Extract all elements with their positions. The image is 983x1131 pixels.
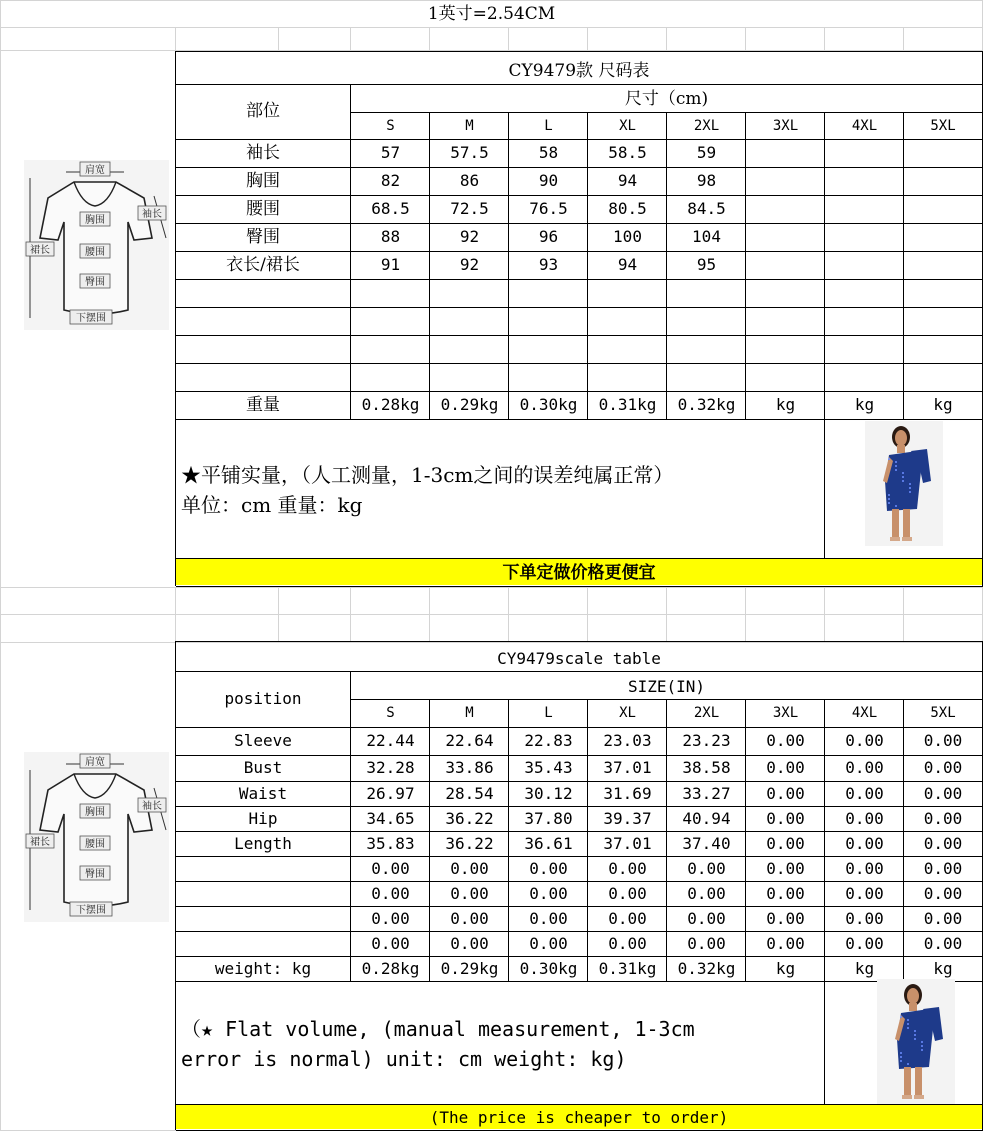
en-size-4xl: 4XL: [851, 705, 878, 721]
cn-table-cell: [746, 167, 825, 195]
cn-table-cell: [825, 223, 904, 251]
en-size-3xl: 3XL: [772, 705, 799, 721]
en-table-cell: 0.00: [529, 883, 568, 903]
en-table-cell: 22.64: [445, 731, 494, 750]
cn-table-cell: [509, 363, 588, 391]
en-table-cell: 0.00: [608, 883, 647, 903]
en-table-cell: 26.97: [366, 783, 415, 803]
en-table-cell: 0.00: [923, 731, 963, 750]
cn-note-line1: ★平铺实量，（人工测量，1-3cm之间的误差纯属正常）: [181, 463, 674, 487]
en-table-cell: 0.00: [766, 783, 805, 803]
cn-weight-cell: kg: [933, 395, 953, 414]
en-table-cell: 37.80: [524, 808, 573, 828]
en-table-cell: 30.12: [524, 783, 573, 803]
en-part-header: position: [224, 689, 302, 708]
en-table-cell: 38.58: [682, 758, 731, 777]
svg-text:下摆围: 下摆围: [76, 905, 106, 916]
cn-row-label: 臀围: [246, 226, 280, 247]
en-table-cell: 31.69: [603, 783, 652, 803]
cn-table-cell: 95: [696, 255, 717, 274]
en-table-cell: 35.43: [524, 758, 573, 777]
cn-table-cell: [746, 139, 825, 167]
cn-size-header: 尺寸（cm): [624, 88, 709, 109]
cn-table-cell: 96: [538, 227, 559, 246]
cn-row-label: [176, 279, 350, 307]
en-table-cell: 0.00: [766, 808, 805, 828]
hem-label: [70, 310, 112, 324]
cn-table-cell: [588, 335, 667, 363]
cn-size-2xl: 2XL: [693, 117, 720, 134]
en-table-cell: 0.00: [450, 908, 489, 928]
svg-text:腰围: 腰围: [85, 247, 105, 258]
cn-table-cell: [667, 363, 746, 391]
en-weight-cell: 0.28kg: [361, 958, 420, 978]
cn-weight-cell: 0.30kg: [519, 395, 578, 414]
en-row-label: Sleeve: [234, 731, 292, 750]
cn-table-cell: [588, 307, 667, 335]
cn-table-cell: 80.5: [608, 199, 647, 218]
en-table-cell: 23.23: [682, 731, 731, 750]
en-table-cell: 0.00: [529, 908, 568, 928]
en-table-cell: 0.00: [923, 808, 963, 828]
cn-size-l: L: [544, 117, 553, 134]
en-table-cell: 0.00: [845, 883, 884, 903]
en-table-cell: 32.28: [366, 758, 415, 777]
cn-table-cell: 82: [380, 171, 401, 190]
cn-weight-cell: 0.29kg: [440, 395, 499, 414]
cn-table-title: CY9479款 尺码表: [508, 60, 650, 81]
en-table-cell: 0.00: [450, 858, 489, 878]
cn-size-3xl: 3XL: [772, 117, 799, 134]
cn-table-cell: 104: [692, 227, 721, 246]
en-table-cell: 0.00: [687, 883, 726, 903]
cn-table-cell: 57.5: [450, 143, 489, 162]
en-table-cell: 0.00: [608, 933, 647, 953]
en-table-cell: 37.01: [603, 833, 652, 853]
svg-text:裙长: 裙长: [30, 245, 50, 256]
cn-table-cell: [509, 335, 588, 363]
en-table-cell: 0.00: [923, 833, 963, 853]
en-table-cell: 22.44: [366, 731, 415, 750]
cn-table-cell: [509, 279, 588, 307]
cn-table-cell: [825, 251, 904, 279]
en-table-cell: 37.01: [603, 758, 652, 777]
cn-weight-cell: 0.32kg: [677, 395, 736, 414]
en-table-cell: 0.00: [687, 908, 726, 928]
cn-table-cell: [667, 335, 746, 363]
svg-text:袖长: 袖长: [142, 801, 162, 812]
en-table-cell: 0.00: [687, 933, 726, 953]
en-table-cell: 28.54: [445, 783, 494, 803]
en-table-cell: 0.00: [766, 858, 805, 878]
sleeve-length-label: [138, 798, 166, 812]
dress-length-label: [26, 242, 54, 256]
en-table-cell: 33.86: [445, 758, 494, 777]
cn-table-cell: [746, 279, 825, 307]
inch-conversion-note: 1英寸=2.54CM: [427, 3, 556, 24]
en-table-cell: 0.00: [766, 908, 805, 928]
hem-label: [70, 902, 112, 916]
en-table-cell: 0.00: [845, 731, 884, 750]
cn-row-label: 腰围: [246, 198, 280, 219]
cn-row-label: 袖长: [246, 142, 280, 163]
cn-table-cell: [904, 167, 982, 195]
cn-table-cell: [430, 279, 509, 307]
en-weight-cell: kg: [775, 958, 796, 978]
svg-text:腰围: 腰围: [85, 839, 105, 850]
en-table-cell: 0.00: [608, 908, 647, 928]
en-size-2xl: 2XL: [693, 705, 720, 721]
en-table-cell: 0.00: [923, 858, 963, 878]
en-weight-cell: kg: [933, 958, 953, 978]
cn-table-cell: [746, 335, 825, 363]
en-size-header: SIZE(IN): [627, 677, 706, 696]
cn-size-5xl: 5XL: [930, 117, 956, 134]
svg-text:裙长: 裙长: [30, 837, 50, 848]
cn-table-cell: [904, 195, 982, 223]
en-row-label: [176, 881, 350, 906]
cn-table-cell: 91: [380, 255, 401, 274]
cn-table-cell: [351, 335, 430, 363]
en-weight-cell: 0.32kg: [677, 958, 736, 978]
cn-row-label: 胸围: [246, 170, 280, 191]
en-note-line1: （★ Flat volume, (manual measurement, 1-3cm: [181, 1017, 695, 1041]
waist-label: [80, 836, 110, 850]
en-row-label: Hip: [248, 808, 278, 828]
cn-size-xl: XL: [619, 117, 636, 134]
en-measurement-note: [181, 1014, 821, 1074]
dress-length-label: [26, 834, 54, 848]
en-table-cell: 0.00: [608, 858, 647, 878]
cn-table-cell: 84.5: [687, 199, 726, 218]
cn-row-label: [176, 363, 350, 391]
en-table-cell: 40.94: [682, 808, 731, 828]
en-table-cell: 0.00: [766, 833, 805, 853]
cn-table-cell: [509, 307, 588, 335]
cn-table-cell: [746, 195, 825, 223]
en-table-cell: 0.00: [923, 908, 963, 928]
cn-order-banner: 下单定做价格更便宜: [502, 562, 656, 583]
cn-table-cell: 58.5: [608, 143, 647, 162]
en-table-cell: 0.00: [687, 858, 726, 878]
svg-text:肩宽: 肩宽: [85, 165, 105, 176]
en-weight-cell: 0.30kg: [519, 958, 578, 978]
cn-table-cell: [825, 139, 904, 167]
en-table-cell: 0.00: [371, 933, 410, 953]
cn-table-cell: [904, 251, 982, 279]
cn-table-cell: [667, 307, 746, 335]
en-table-cell: 0.00: [450, 883, 489, 903]
en-table-cell: 23.03: [603, 731, 652, 750]
cn-table-cell: 100: [613, 227, 642, 246]
cn-table-cell: 94: [617, 171, 638, 190]
svg-text:肩宽: 肩宽: [85, 757, 105, 768]
en-table-cell: 0.00: [371, 858, 410, 878]
en-table-cell: 36.22: [445, 808, 494, 828]
svg-text:臀围: 臀围: [85, 869, 105, 880]
en-table-cell: 0.00: [923, 783, 963, 803]
cn-weight-cell: kg: [775, 395, 796, 414]
sleeve-length-label: [138, 206, 166, 220]
cn-measurement-note: [181, 460, 821, 520]
cn-table-cell: 88: [380, 227, 401, 246]
en-table-cell: 36.22: [445, 833, 494, 853]
en-row-label: [176, 931, 350, 956]
cn-table-cell: [746, 223, 825, 251]
en-table-cell: 0.00: [766, 731, 805, 750]
cn-table-cell: 59: [696, 143, 717, 162]
en-table-cell: 0.00: [923, 933, 963, 953]
en-weight-cell: 0.31kg: [598, 958, 657, 978]
en-table-cell: 36.61: [524, 833, 573, 853]
cn-table-cell: 94: [617, 255, 638, 274]
en-table-cell: 34.65: [366, 808, 415, 828]
cn-table-cell: 68.5: [371, 199, 410, 218]
cn-table-cell: [430, 307, 509, 335]
cn-table-cell: [746, 251, 825, 279]
svg-text:胸围: 胸围: [85, 807, 105, 818]
en-table-cell: 35.83: [366, 833, 415, 853]
cn-size-m: M: [465, 117, 474, 134]
en-weight-label: weight: kg: [214, 958, 312, 978]
hip-label: [80, 274, 110, 288]
cn-size-s: S: [386, 117, 395, 134]
en-table-cell: 0.00: [529, 933, 568, 953]
cn-table-cell: 90: [538, 171, 559, 190]
cn-table-cell: [588, 363, 667, 391]
en-table-cell: 39.37: [603, 808, 652, 828]
en-size-5xl: 5XL: [930, 705, 956, 721]
cn-table-cell: [825, 167, 904, 195]
en-table-cell: 0.00: [371, 908, 410, 928]
cn-table-cell: 92: [459, 227, 480, 246]
cn-model-photo: [865, 421, 943, 546]
en-table-cell: 0.00: [766, 883, 805, 903]
en-row-label: [176, 856, 350, 881]
en-table-cell: 37.40: [682, 833, 731, 853]
chest-label: [80, 804, 110, 818]
cn-table-cell: [746, 307, 825, 335]
cn-table-cell: [667, 279, 746, 307]
cn-weight-cell: 0.28kg: [361, 395, 420, 414]
cn-weight-cell: 0.31kg: [598, 395, 657, 414]
en-row-label: [176, 906, 350, 931]
en-row-label: Bust: [243, 758, 283, 777]
en-size-xl: XL: [619, 705, 636, 721]
cn-table-cell: 93: [538, 255, 559, 274]
cn-table-cell: [351, 363, 430, 391]
cn-part-header: 部位: [246, 100, 280, 121]
waist-label: [80, 244, 110, 258]
cn-table-cell: [351, 307, 430, 335]
cn-table-cell: [588, 279, 667, 307]
cn-table-cell: [825, 335, 904, 363]
cn-table-cell: 72.5: [450, 199, 489, 218]
cn-weight-label: 重量: [246, 394, 280, 415]
en-table-cell: 0.00: [845, 758, 884, 777]
en-note-line2: error is normal) unit: cm weight: kg): [181, 1047, 627, 1071]
en-table-cell: 0.00: [450, 933, 489, 953]
shoulder-width-label: [80, 754, 110, 768]
en-table-cell: 0.00: [845, 808, 884, 828]
cn-table-cell: [825, 195, 904, 223]
en-dress-measurement-diagram: [24, 752, 169, 922]
cn-row-label: [176, 335, 350, 363]
en-table-cell: 0.00: [766, 933, 805, 953]
en-table-cell: 0.00: [845, 908, 884, 928]
en-weight-cell: 0.29kg: [440, 958, 499, 978]
cn-weight-cell: kg: [854, 395, 875, 414]
svg-text:胸围: 胸围: [85, 215, 105, 226]
en-table-cell: 33.27: [682, 783, 731, 803]
en-model-photo: [877, 979, 955, 1104]
en-table-cell: 0.00: [371, 883, 410, 903]
cn-table-cell: [825, 307, 904, 335]
svg-text:袖长: 袖长: [142, 209, 162, 220]
cn-table-cell: [904, 279, 982, 307]
cn-table-cell: 57: [380, 143, 401, 162]
cn-row-label: [176, 307, 350, 335]
en-table-cell: 0.00: [529, 858, 568, 878]
cn-table-cell: 98: [696, 171, 717, 190]
cn-row-label: 衣长/裙长: [226, 254, 300, 275]
cn-table-cell: [430, 363, 509, 391]
cn-table-cell: [825, 363, 904, 391]
en-row-label: Length: [234, 833, 292, 853]
cn-table-cell: 58: [538, 143, 559, 162]
en-table-title: CY9479scale table: [497, 649, 661, 668]
en-table-cell: 0.00: [845, 783, 884, 803]
en-size-m: M: [465, 705, 474, 721]
cn-table-cell: [351, 279, 430, 307]
cn-table-cell: [825, 279, 904, 307]
en-weight-cell: kg: [854, 958, 875, 978]
cn-table-cell: 86: [459, 171, 480, 190]
en-size-s: S: [386, 705, 395, 721]
en-size-l: L: [544, 705, 553, 721]
en-order-banner: (The price is cheaper to order): [429, 1108, 729, 1127]
chest-label: [80, 212, 110, 226]
svg-text:臀围: 臀围: [85, 277, 105, 288]
cn-table-cell: [430, 335, 509, 363]
cn-table-cell: [904, 335, 982, 363]
cn-table-cell: [904, 223, 982, 251]
svg-text:下摆围: 下摆围: [76, 313, 106, 324]
hip-label: [80, 866, 110, 880]
en-table-cell: 0.00: [923, 883, 963, 903]
en-table-cell: 0.00: [845, 833, 884, 853]
en-table-cell: 0.00: [923, 758, 963, 777]
cn-table-cell: [904, 307, 982, 335]
cn-table-cell: [904, 363, 982, 391]
en-table-cell: 0.00: [766, 758, 805, 777]
shoulder-width-label: [80, 162, 110, 176]
cn-table-cell: 92: [459, 255, 480, 274]
en-row-label: Waist: [238, 783, 288, 803]
en-table-cell: 0.00: [845, 933, 884, 953]
cn-table-cell: [904, 139, 982, 167]
cn-note-line2: 单位：cm 重量：kg: [181, 493, 363, 517]
cn-dress-measurement-diagram: [24, 160, 169, 330]
cn-size-4xl: 4XL: [851, 117, 878, 134]
cn-table-cell: 76.5: [529, 199, 568, 218]
cn-table-cell: [746, 363, 825, 391]
en-table-cell: 22.83: [524, 731, 573, 750]
en-table-cell: 0.00: [845, 858, 884, 878]
